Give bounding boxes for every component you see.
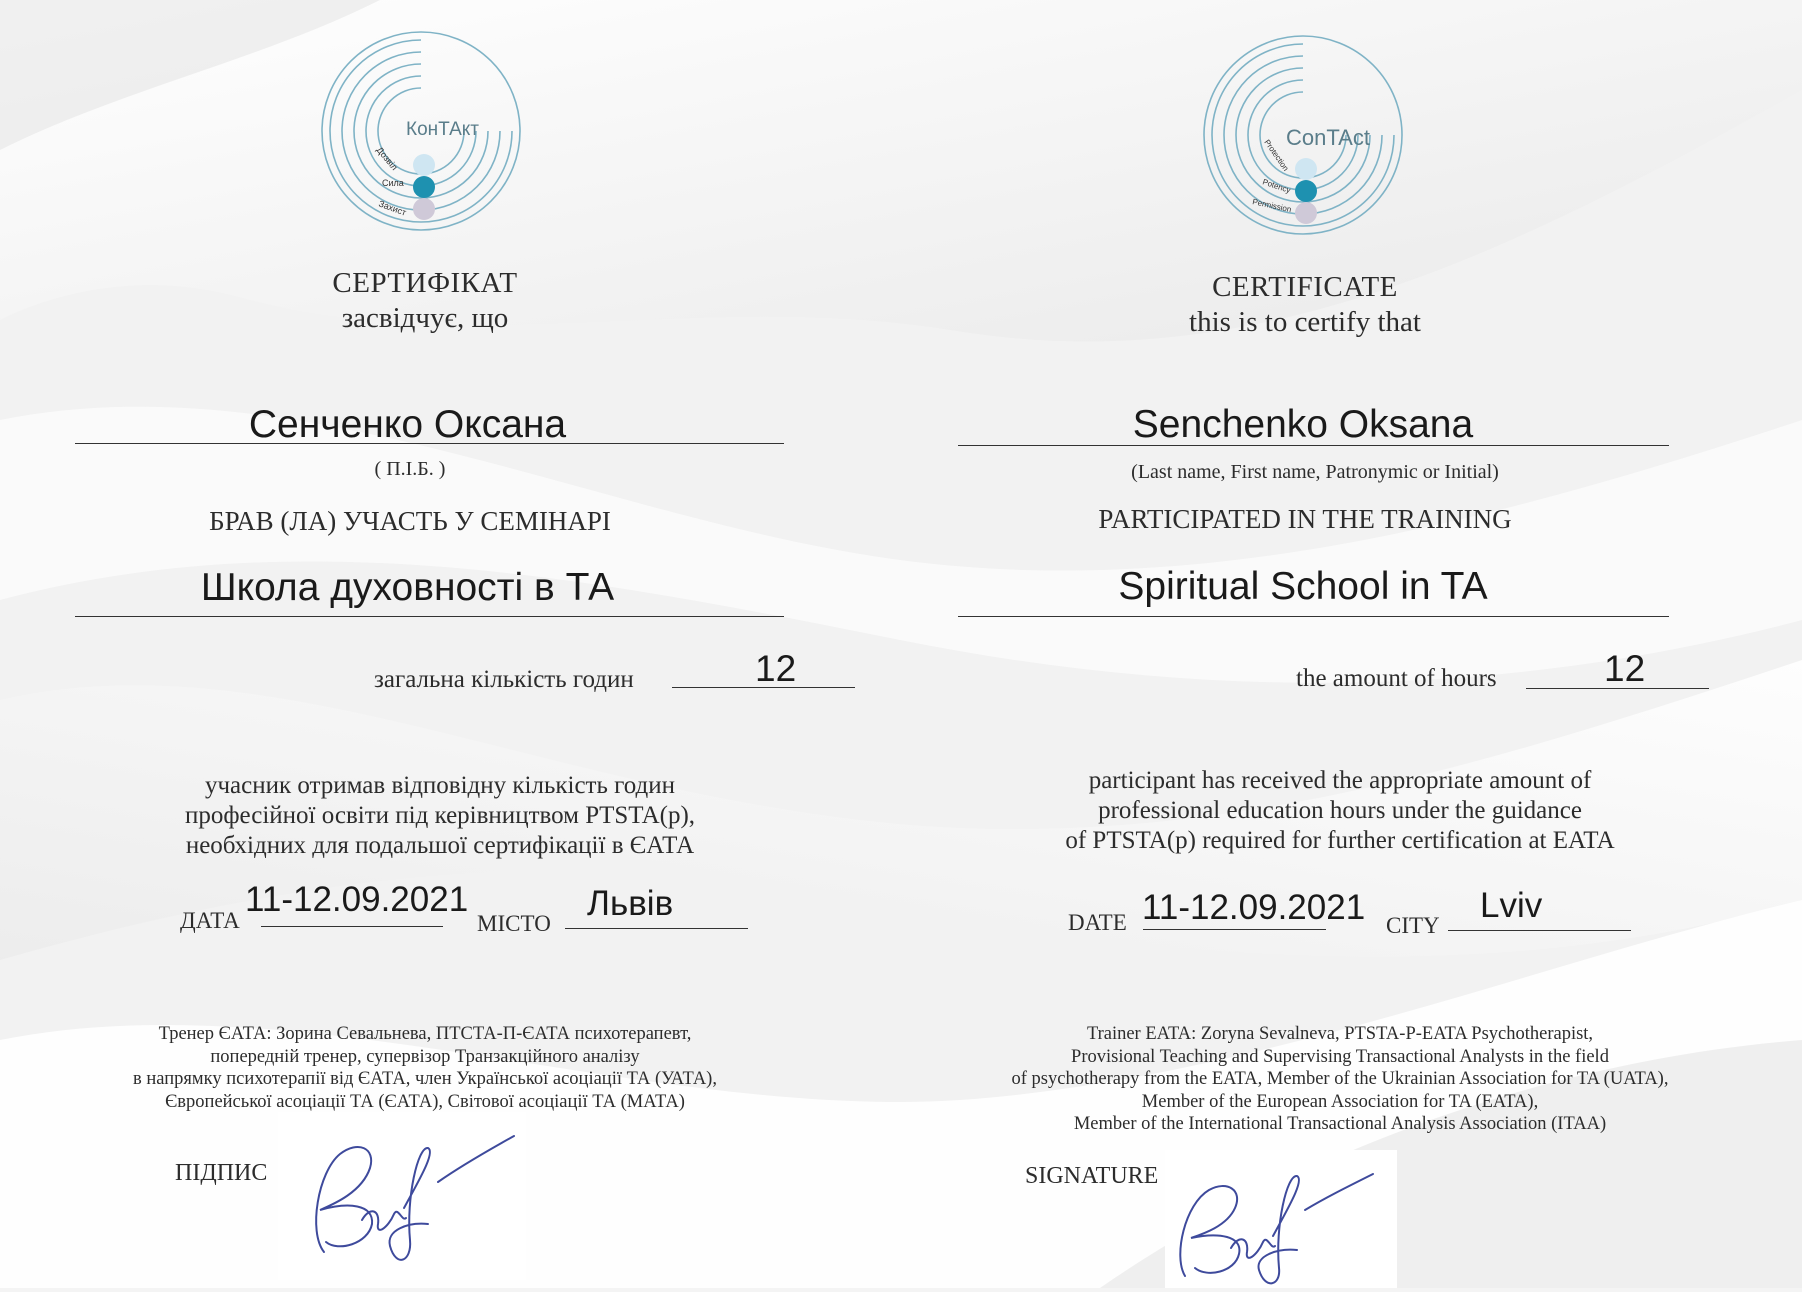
trainer-info <box>100 1023 750 1113</box>
info-line-1: учасник отримав відповідну кількість годин <box>204 772 676 799</box>
city-label: CITY <box>1386 913 1440 938</box>
logo-word-1: Protection <box>1262 137 1291 173</box>
trainer-line-4: Європейської асоціації ТА (ЄАТА), Світової асоціації ТА (МАТА) <box>165 1091 685 1112</box>
info-line-1: participant has received the appropriate amount of <box>1088 767 1592 794</box>
kontakt-logo <box>318 28 524 234</box>
logo-word-3: Захист <box>377 198 408 218</box>
logo-dot-teal <box>1295 180 1317 202</box>
trainer-line-1: Trainer EATA: Zoryna Sevalneva, PTSTA-P-EATA Psychotherapist, <box>1086 1024 1594 1044</box>
logo-brand: ConTAct <box>1286 125 1370 150</box>
city-label: МІСТО <box>477 911 551 936</box>
name-underline <box>958 445 1669 446</box>
info-line-2: професійної освіти під керівництвом PTSTA(p), <box>184 802 696 829</box>
signature-label: ПІДПИС <box>175 1160 268 1186</box>
trainer-line-3: в напрямку психотерапії від ЄАТА, член Української асоціації ТА (УАТА), <box>133 1069 717 1089</box>
logo-dot-light <box>413 154 435 176</box>
date-underline <box>261 926 443 927</box>
info-paragraph <box>1000 766 1680 856</box>
hours-underline <box>672 687 855 688</box>
logo-word-3: Permission <box>1251 197 1293 215</box>
logo-dot-lilac <box>413 198 435 220</box>
course-name: Школа духовності в ТА <box>200 566 615 609</box>
course-name: Spiritual School in TA <box>1118 565 1488 608</box>
logo-dot-light <box>1295 158 1317 180</box>
city-value: Lviv <box>1480 886 1543 925</box>
signature-label: SIGNATURE <box>1025 1163 1159 1189</box>
date-label: DATE <box>1068 910 1127 935</box>
info-line-3: необхідних для подальшої сертифікації в ЄАТА <box>185 832 695 859</box>
date-value: 11-12.09.2021 <box>245 880 469 919</box>
city-value: Львів <box>587 884 674 923</box>
city-underline <box>1448 930 1631 931</box>
date-value: 11-12.09.2021 <box>1142 888 1366 927</box>
trainer-info <box>960 1023 1720 1136</box>
trainer-line-2: Provisional Teaching and Supervising Transactional Analysts in the field <box>1071 1046 1609 1067</box>
participant-name: Сенченко Оксана <box>248 403 567 446</box>
hours-label: загальна кількість годин <box>374 666 634 693</box>
trainer-line-5: Member of the International Transactional Analysis Association (ITAA) <box>1073 1114 1607 1134</box>
hours-label: the amount of hours <box>1296 665 1497 692</box>
trainer-line-3: of psychotherapy from the EATA, Member of the Ukrainian Association for TA (UATA), <box>1011 1069 1669 1089</box>
hours-value: 12 <box>1604 648 1646 689</box>
name-caption: (Last name, First name, Patronymic or Initial) <box>1131 461 1499 483</box>
name-underline <box>75 443 784 444</box>
participated-heading: PARTICIPATED IN THE TRAINING <box>1098 504 1512 534</box>
trainer-line-4: Member of the European Association for TA (EATA), <box>1141 1091 1539 1112</box>
contact-logo <box>1200 32 1406 238</box>
logo-dot-lilac <box>1295 202 1317 224</box>
course-underline <box>75 616 784 617</box>
trainer-line-1: Тренер ЄАТА: Зорина Севальнева, ПТСТА-П-ЄАТА психотерапевт, <box>158 1024 692 1044</box>
city-underline <box>565 928 748 929</box>
certificate-title: CERTIFICATE <box>1212 271 1398 303</box>
participated-heading: БРАВ (ЛА) УЧАСТЬ У СЕМІНАРІ <box>209 506 611 536</box>
certificate-subtitle: this is to certify that <box>1189 306 1421 338</box>
signature-image <box>1165 1150 1397 1288</box>
date-underline <box>1143 929 1326 930</box>
logo-word-2: Potency <box>1261 177 1292 195</box>
certificate-title: СЕРТИФІКАТ <box>332 267 518 299</box>
certificate-subtitle: засвідчує, що <box>341 302 509 334</box>
participant-name: Senchenko Oksana <box>1132 403 1474 446</box>
name-caption: ( П.І.Б. ) <box>374 458 446 480</box>
info-line-3: of PTSTA(p) required for further certification at EATA <box>1065 827 1615 854</box>
date-label: ДАТА <box>180 908 240 933</box>
signature-image <box>278 1112 526 1280</box>
logo-dot-teal <box>413 176 435 198</box>
info-line-2: professional education hours under the guidance <box>1098 797 1582 824</box>
logo-word-2: Сила <box>382 178 404 188</box>
logo-word-1: Дозвіл <box>374 144 400 173</box>
trainer-line-2: попередній тренер, супервізор Транзакційного аналізу <box>210 1046 640 1067</box>
info-paragraph <box>100 771 780 861</box>
hours-underline <box>1526 688 1709 689</box>
logo-brand: КонТАкт <box>406 119 480 140</box>
course-underline <box>958 616 1669 617</box>
hours-value: 12 <box>755 648 797 689</box>
